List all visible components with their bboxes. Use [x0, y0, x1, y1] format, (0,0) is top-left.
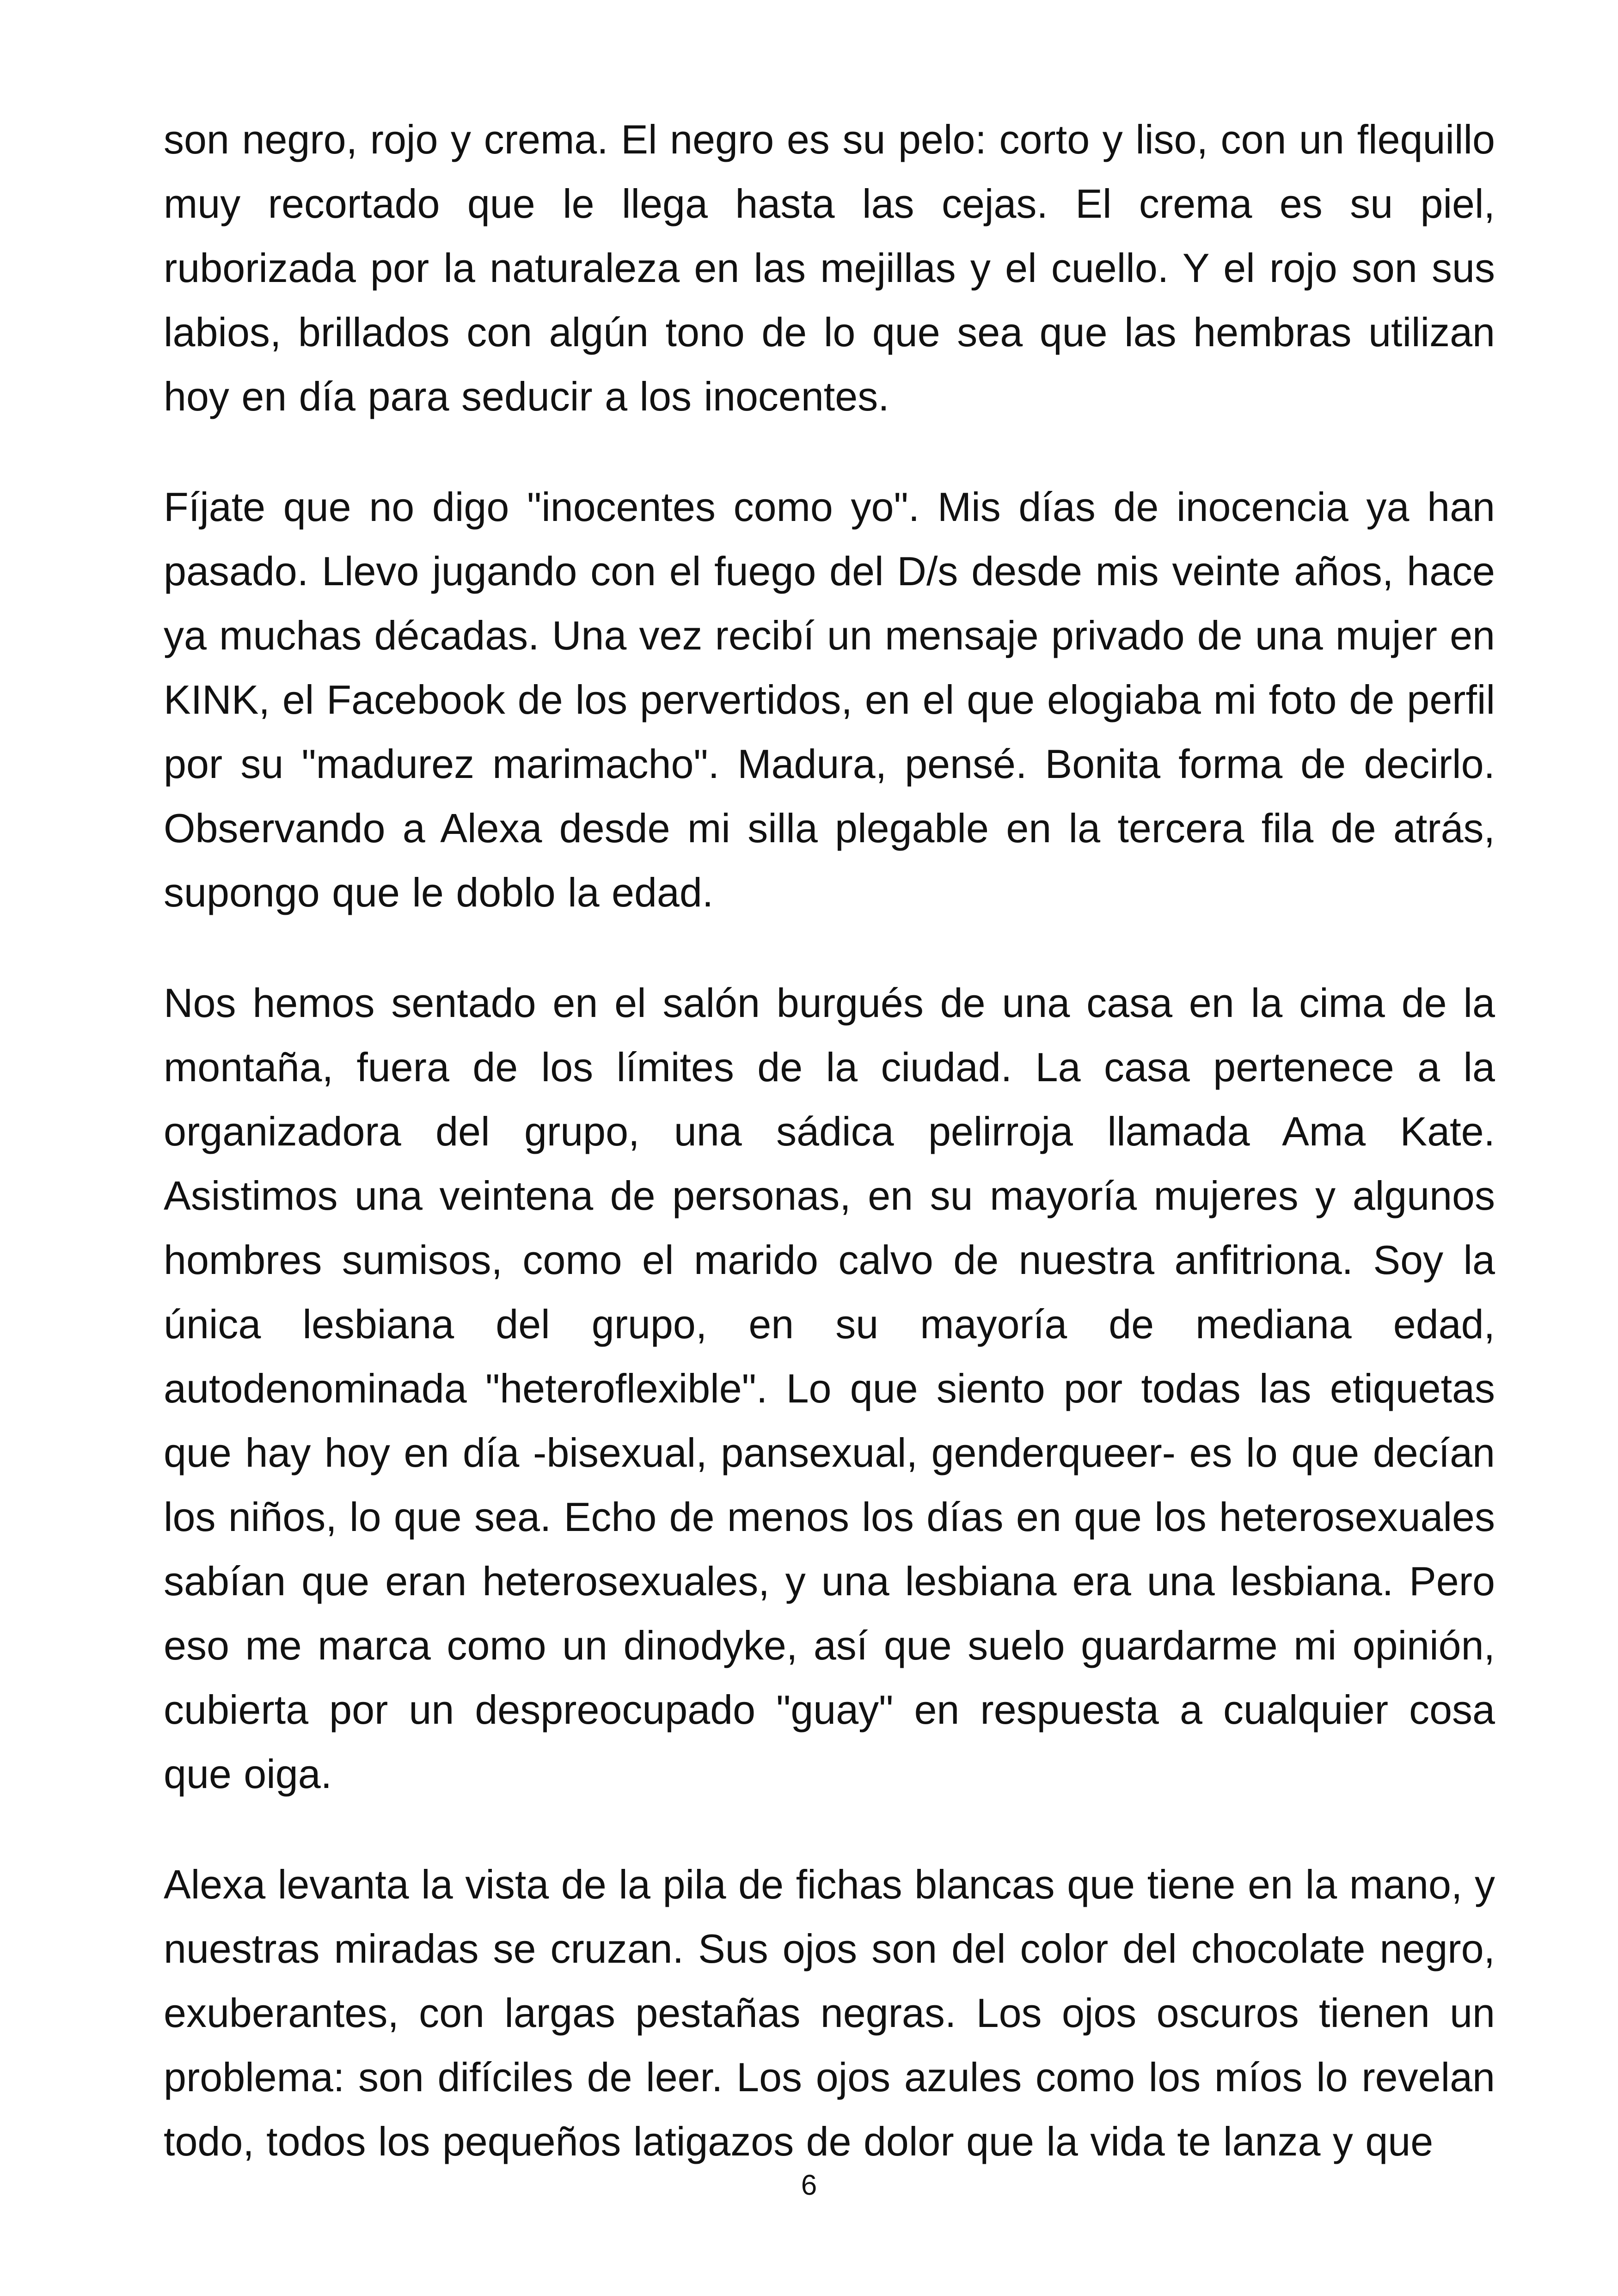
paragraph-4: Alexa levanta la vista de la pila de fichas blancas que tiene en la mano, y nuestras miradas se cruzan. Sus ojos son del color del chocolate negro, exuberantes, con largas pestañas negras. Los ojos oscuros tienen un problema: son difíciles de leer. Los ojos azules como los míos lo revelan todo, todos los pequeños latigazos de dolor que la vida te lanza y que — [164, 1861, 1495, 2164]
body-text — [164, 107, 1495, 2220]
paragraph-3: Nos hemos sentado en el salón burgués de una casa en la cima de la montaña, fuera de los límites de la ciudad. La casa pertenece a la organizadora del grupo, una sádica pelirroja llamada Ama Kate. Asistimos una veintena de personas, en su mayoría mujeres y algunos hombres sumisos, como el marido calvo de nuestra anfitriona. Soy la única lesbiana del grupo, en su mayoría de mediana edad, autodenominada "heteroflexible". Lo que siento por todas las etiquetas que hay hoy en día -bisexual, pansexual, genderqueer- es lo que decían los niños, lo que sea. Echo de menos los días en que los heterosexuales sabían que eran heterosexuales, y una lesbiana era una lesbiana. Pero eso me marca como un dinodyke, así que suelo guardarme mi opinión, cubierta por un despreocupado "guay" en respuesta a cualquier cosa que oiga. — [164, 980, 1495, 1797]
paragraph-1: son negro, rojo y crema. El negro es su pelo: corto y liso, con un flequillo muy recortado que le llega hasta las cejas. El crema es su piel, ruborizada por la naturaleza en las mejillas y el cuello. Y el rojo son sus labios, brillados con algún tono de lo que sea que las hembras utilizan hoy en día para seducir a los inocentes. — [164, 116, 1495, 419]
paragraph-2: Fíjate que no digo "inocentes como yo". Mis días de inocencia ya han pasado. Llevo jugando con el fuego del D/s desde mis veinte años, hace ya muchas décadas. Una vez recibí un mensaje privado de una mujer en KINK, el Facebook de los pervertidos, en el que elogiaba mi foto de perfil por su "madurez marimacho". Madura, pensé. Bonita forma de decirlo. Observando a Alexa desde mi silla plegable en la tercera fila de atrás, supongo que le doblo la edad. — [164, 484, 1495, 915]
page-number: 6 — [801, 2169, 817, 2201]
